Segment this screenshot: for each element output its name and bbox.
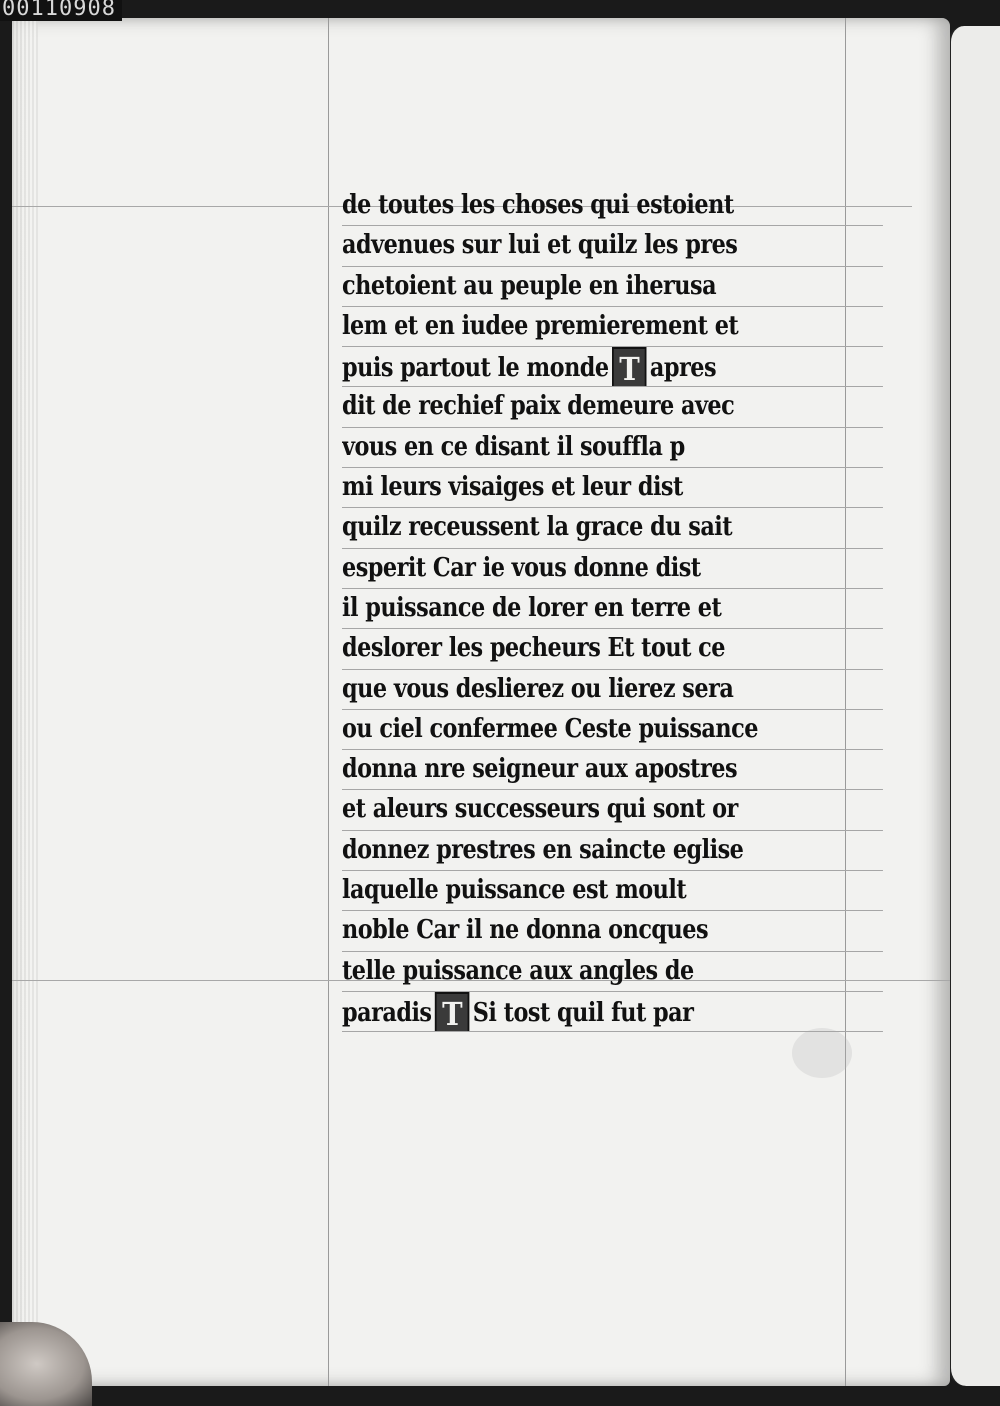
text-line: il puissance de lorer en terre et <box>342 589 883 629</box>
text-line: donnez prestres en saincte eglise <box>342 831 883 871</box>
text-block <box>342 186 884 1032</box>
manuscript-page <box>12 18 950 1386</box>
text-line: quilz receussent la grace du sait <box>342 508 883 548</box>
text-line: esperit Car ie vous donne dist <box>342 549 883 589</box>
paper-stain <box>792 1028 852 1078</box>
text-line: advenues sur lui et quilz les pres <box>342 226 883 266</box>
text-line: deslorer les pecheurs Et tout ce <box>342 629 883 669</box>
text-segment: apres <box>649 353 717 384</box>
text-line <box>342 992 883 1032</box>
text-line: de toutes les choses qui estoient <box>342 186 883 226</box>
margin-rule-left <box>328 18 329 1386</box>
decorated-initial: T <box>612 347 646 387</box>
decorated-initial: T <box>435 992 469 1032</box>
text-line <box>342 347 883 387</box>
text-line: dit de rechief paix demeure avec <box>342 387 883 427</box>
text-line: telle puissance aux angles de <box>342 952 883 992</box>
facing-page-edge <box>948 26 1000 1386</box>
text-line: noble Car il ne donna oncques <box>342 911 883 951</box>
text-line: laquelle puissance est moult <box>342 871 883 911</box>
text-line: donna nre seigneur aux apostres <box>342 750 883 790</box>
text-line: et aleurs successeurs qui sont or <box>342 790 883 830</box>
text-line: vous en ce disant il souffla p <box>342 428 883 468</box>
text-line: ou ciel confermee Ceste puissance <box>342 710 883 750</box>
text-segment: puis partout le monde <box>342 353 609 384</box>
text-line: mi leurs visaiges et leur dist <box>342 468 883 508</box>
text-segment: paradis <box>342 997 432 1028</box>
text-line: lem et en iudee premierement et <box>342 307 883 347</box>
text-line: que vous deslierez ou lierez sera <box>342 670 883 710</box>
page-stack-edges <box>12 18 38 1386</box>
text-line: chetoient au peuple en iherusa <box>342 267 883 307</box>
frame-number-label: 00110908 <box>0 0 122 21</box>
text-segment: Si tost quil fut par <box>472 997 694 1028</box>
